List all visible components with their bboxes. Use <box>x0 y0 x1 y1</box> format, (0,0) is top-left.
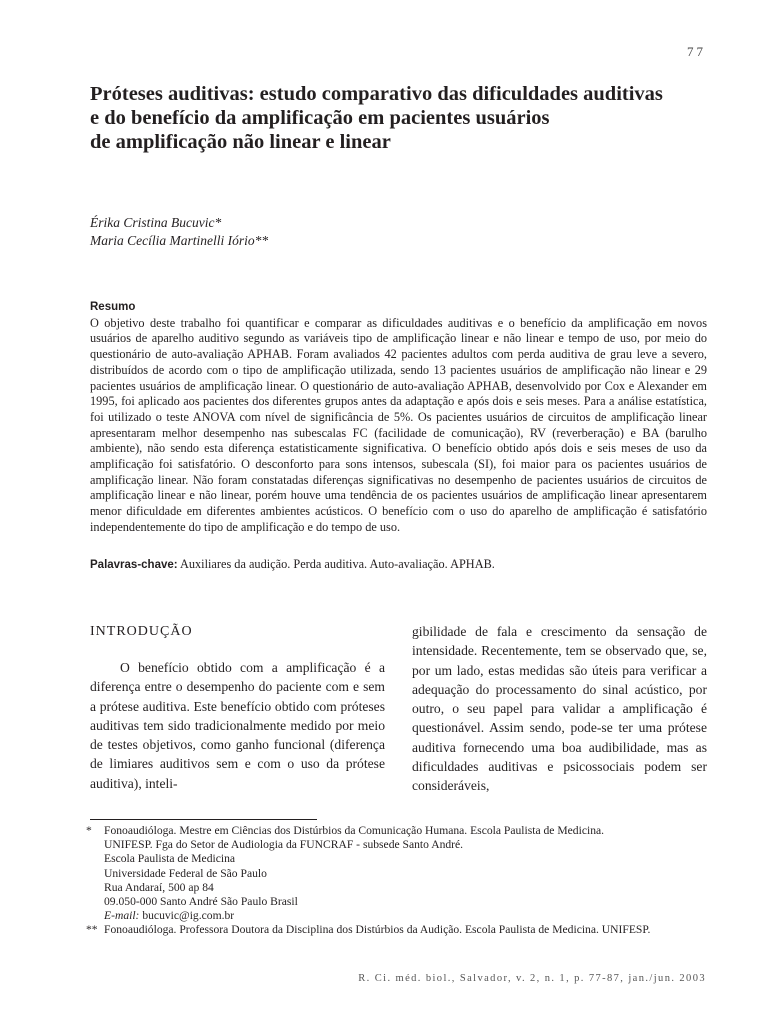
introduction-right-column: gibilidade de fala e crescimento da sensação de intensidade. Recentemente, tem se observado que, se, por um lado, estas medidas são úteis para verificar a adequação do processamento do sinal acústico, por outro, o seu papel para validar a amplificação é questionável. Assim sendo, pode-se ter uma prótese auditiva fornecendo uma boa audibilidade, mas as dificuldades auditivas e psicossociais podem ser consideráveis, <box>412 624 707 794</box>
keywords <box>90 557 707 572</box>
introduction-left-column: O benefício obtido com a amplificação é a diferença entre o desempenho do paciente com e sem a prótese auditiva. Este benefício obtido com próteses auditivas tem sido tradicionalmente medido por meio de testes objetivos, como ganho funcional (diferença de limiares auditivos sem e com o uso da prótese auditiva), inteli- <box>90 660 385 791</box>
footnote-second-author <box>86 923 716 937</box>
footnote-line: Rua Andaraí, 500 ap 84 <box>104 880 214 894</box>
keywords-text: Auxiliares da audição. Perda auditiva. Auto-avaliação. APHAB. <box>180 557 495 571</box>
author-name: Érika Cristina Bucuvic* <box>90 215 222 230</box>
footnote-marker: ** <box>86 923 98 937</box>
author-list <box>90 214 268 250</box>
abstract <box>90 300 707 536</box>
footnote-line: UNIFESP. Fga do Setor de Audiologia da FUNCRAF - subsede Santo André. <box>104 838 464 852</box>
footnote-line: Fonoaudióloga. Mestre em Ciências dos Distúrbios da Comunicação Humana. Escola Paulista de Medicina. <box>104 824 605 837</box>
title-line: e do benefício da amplificação em pacientes usuários <box>90 107 550 129</box>
footnote-divider <box>90 819 317 820</box>
email-label: E-mail: <box>104 909 140 923</box>
footnote-email-line <box>104 909 716 923</box>
abstract-heading: Resumo <box>90 301 136 313</box>
journal-citation: R. Ci. méd. biol., Salvador, v. 2, n. 1, p. 77-87, jan./jun. 2003 <box>358 973 706 984</box>
footnote-first-author <box>86 824 716 923</box>
footnote-line: Fonoaudióloga. Professora Doutora da Disciplina dos Distúrbios da Audição. Escola Paulista de Medicina. UNIFESP. <box>104 923 651 937</box>
introduction-heading: INTRODUÇÃO <box>90 624 193 639</box>
page-number: 77 <box>687 44 706 59</box>
author-name: Maria Cecília Martinelli Iório** <box>90 233 269 248</box>
footnote-marker: * <box>86 824 92 837</box>
footnotes <box>86 824 716 938</box>
footnote-line: Universidade Federal de São Paulo <box>104 866 267 880</box>
footnote-line: 09.050-000 Santo André São Paulo Brasil <box>104 895 298 909</box>
article-title <box>90 82 710 154</box>
abstract-text: O objetivo deste trabalho foi quantificar e comparar as dificuldades auditivas e o benefício da amplificação em novos usuários de aparelho auditivo segundo as variáveis tipo de amplificação linear e não linear e tempo de uso, por meio do questionário de auto-avaliação APHAB. Foram avaliados 42 pacientes adultos com perda auditiva de grau leve a severo, distribuídos de acordo com o tipo de amplificação utilizada, sendo 13 pacientes usuários de amplificação não linear e 29 pacientes usuários de amplificação linear. O questionário de auto-avaliação APHAB, desenvolvido por Cox e Alexander em 1995, foi aplicado aos pacientes dos diferentes grupos antes da adaptação e após dois e seis meses. Para a análise estatística, foi utilizado o teste ANOVA com nível de significância de 5%. Os pacientes usuários de circuitos de amplificação linear apresentaram melhor desempenho nas subescalas FC (facilidade de comunicação), RV (reverberação) e BA (barulho ambiente), não sendo esta diferença estatisticamente significativa. O benefício obtido após dois e seis meses de uso da amplificação foi satisfatório. O desconforto para sons intensos, subescala (SI), foi maior para os pacientes usuários de amplificação linear. Não foram constatadas diferenças significativas no desempenho de pacientes usuários de circuitos de amplificação linear e não linear, porém houve uma tendência de os pacientes usuários de amplificação linear apresentarem menor dificuldade em diferentes ambientes acústicos. O benefício com o uso do aparelho de amplificação é satisfatório independentemente do tipo de amplificação e do tempo de uso. <box>90 315 707 534</box>
footnote-line: Escola Paulista de Medicina <box>104 852 236 866</box>
title-line: de amplificação não linear e linear <box>90 131 391 153</box>
email-link[interactable]: bucuvic@ig.com.br <box>142 909 235 923</box>
keywords-label: Palavras-chave: <box>90 559 178 571</box>
title-line: Próteses auditivas: estudo comparativo das dificuldades auditivas <box>90 83 663 105</box>
